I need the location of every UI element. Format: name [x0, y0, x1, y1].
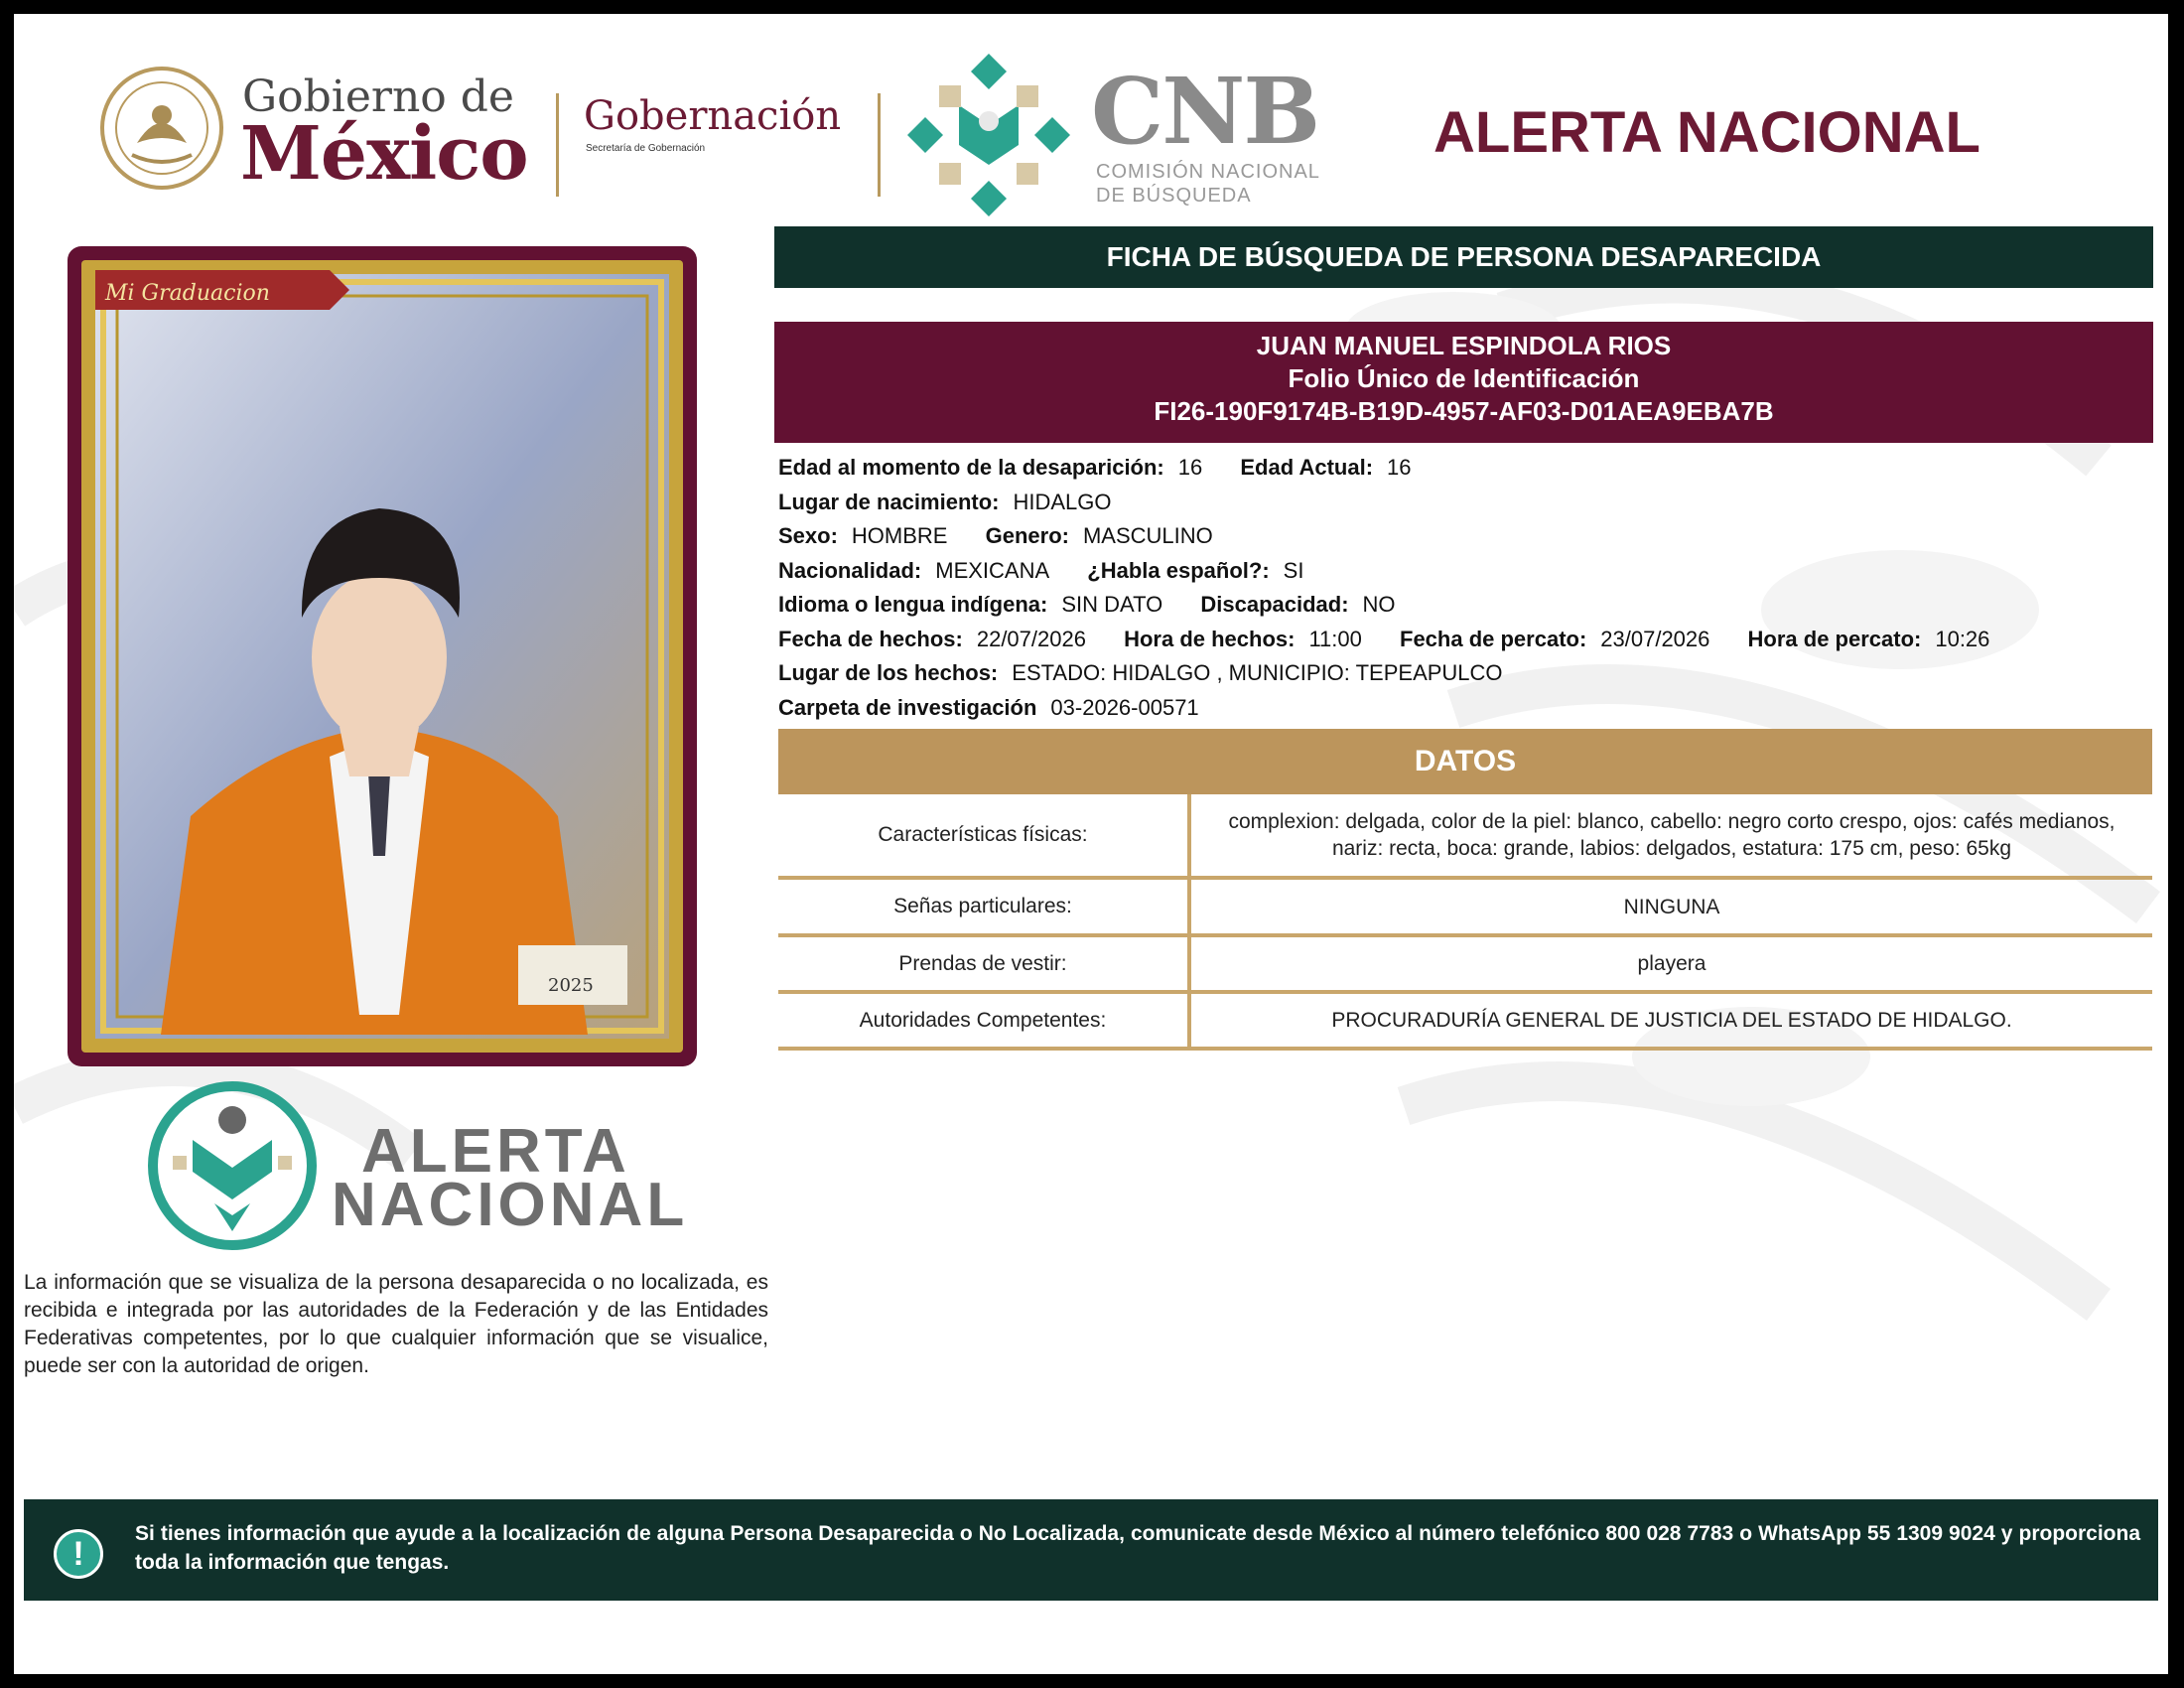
- lugar-nacimiento-value: HIDALGO: [1013, 489, 1112, 514]
- info-row-edad: [778, 451, 2148, 486]
- edad-desaparicion-label: Edad al momento de la desaparición:: [778, 455, 1164, 480]
- datos-label: Prendas de vestir:: [778, 935, 1189, 992]
- nacionalidad-label: Nacionalidad:: [778, 557, 922, 583]
- fecha-hechos-value: 22/07/2026: [976, 626, 1086, 651]
- genero-label: Genero:: [985, 523, 1069, 548]
- footer-banner: [24, 1499, 2158, 1601]
- discapacidad-label: Discapacidad:: [1200, 592, 1349, 617]
- alerta-logo-line2: NACIONAL: [332, 1171, 689, 1239]
- lugar-hechos-value: ESTADO: HIDALGO , MUNICIPIO: TEPEAPULCO: [1012, 660, 1503, 685]
- hora-percato-value: 10:26: [1935, 626, 1990, 651]
- datos-table: [778, 794, 2152, 1051]
- person-name: JUAN MANUEL ESPINDOLA RIOS: [1256, 331, 1672, 360]
- carpeta-label: Carpeta de investigación: [778, 694, 1037, 720]
- gobernacion-logo-text: Gobernación: [584, 93, 842, 139]
- sexo-value: HOMBRE: [851, 523, 948, 548]
- info-row-idioma: [778, 588, 2148, 623]
- cnb-subtitle-2: DE BÚSQUEDA: [1096, 185, 1252, 207]
- cnb-wordmark: CNB: [1091, 58, 1319, 165]
- genero-value: MASCULINO: [1082, 523, 1213, 548]
- cnb-subtitle-1: COMISIÓN NACIONAL: [1096, 161, 1320, 183]
- disclaimer-text: La información que se visualiza de la persona desaparecida o no localizada, es recibida e integrada por las autoridades de la Federación y de las Entidades Federativas competentes, por lo que cualquier información que se visualice, puede ser con la autoridad de origen.: [24, 1271, 768, 1377]
- datos-header: DATOS: [778, 729, 2152, 794]
- discapacidad-value: NO: [1362, 592, 1396, 617]
- fecha-percato-label: Fecha de percato:: [1400, 626, 1587, 651]
- header: [14, 14, 2168, 222]
- info-row-sexo: [778, 519, 2148, 554]
- fecha-percato-value: 23/07/2026: [1600, 626, 1710, 651]
- gobierno-line2: México: [240, 111, 528, 197]
- gobernacion-subtitle: Secretaría de Gobernación: [586, 143, 706, 154]
- edad-desaparicion-value: 16: [1177, 455, 1203, 480]
- person-name-box: [774, 322, 2153, 443]
- info-row-carpeta: [778, 691, 2148, 726]
- datos-value: NINGUNA: [1189, 878, 2152, 935]
- habla-espanol-value: SI: [1283, 557, 1304, 583]
- table-row: [778, 878, 2152, 935]
- lugar-nacimiento-label: Lugar de nacimiento:: [778, 489, 1000, 514]
- datos-label: Señas particulares:: [778, 878, 1189, 935]
- divider: [556, 93, 559, 197]
- sexo-label: Sexo:: [778, 523, 838, 548]
- exclamation-icon: !: [54, 1529, 103, 1579]
- national-seal-icon: [97, 64, 226, 193]
- datos-value: playera: [1189, 935, 2152, 992]
- cnb-logo-icon: [899, 46, 1078, 224]
- datos-value: complexion: delgada, color de la piel: blanco, cabello: negro corto crespo, ojos: cafés medianos, nariz: recta, boca: grande, labios: delgados, estatura: 175 cm, peso: 65kg: [1189, 794, 2152, 878]
- table-row: [778, 992, 2152, 1049]
- person-photo: [81, 260, 683, 1053]
- info-row-fechas: [778, 623, 2148, 657]
- edad-actual-label: Edad Actual:: [1240, 455, 1374, 480]
- edad-actual-value: 16: [1387, 455, 1412, 480]
- alerta-logo-line1: ALERTA: [361, 1117, 630, 1186]
- idioma-label: Idioma o lengua indígena:: [778, 592, 1048, 617]
- folio-id: FI26-190F9174B-B19D-4957-AF03-D01AEA9EBA7B: [1154, 396, 1774, 426]
- fecha-hechos-label: Fecha de hechos:: [778, 626, 963, 651]
- info-row-lugar-hechos: [778, 656, 2148, 691]
- habla-espanol-label: ¿Habla español?:: [1087, 557, 1270, 583]
- carpeta-value: 03-2026-00571: [1050, 694, 1199, 720]
- folio-label: Folio Único de Identificación: [1288, 363, 1640, 393]
- idioma-value: SIN DATO: [1061, 592, 1163, 617]
- photo-frame: [68, 246, 697, 1066]
- ficha-page: [14, 14, 2168, 1674]
- footer-message: Si tienes información que ayude a la localización de alguna Persona Desaparecida o No Localizada, comunicate desde México al número telefónico 800 028 7783 o WhatsApp 55 1309 9024 y proporciona toda la información que tengas.: [135, 1522, 2140, 1574]
- datos-label: Características físicas:: [778, 794, 1189, 878]
- photo-banner-text: Mi Graduacion: [105, 281, 270, 306]
- hora-percato-label: Hora de percato:: [1747, 626, 1922, 651]
- alerta-nacional-title: ALERTA NACIONAL: [1433, 100, 1980, 165]
- datos-value: PROCURADURÍA GENERAL DE JUSTICIA DEL ESTADO DE HIDALGO.: [1189, 992, 2152, 1049]
- divider: [878, 93, 881, 197]
- hora-hechos-value: 11:00: [1308, 626, 1362, 651]
- datos-label: Autoridades Competentes:: [778, 992, 1189, 1049]
- person-info: [778, 451, 2148, 725]
- table-row: [778, 935, 2152, 992]
- gobierno-line1: Gobierno de: [242, 71, 514, 122]
- lugar-hechos-label: Lugar de los hechos:: [778, 660, 999, 685]
- info-row-nacimiento: [778, 486, 2148, 520]
- nacionalidad-value: MEXICANA: [935, 557, 1050, 583]
- photo-year-text: 2025: [548, 975, 594, 996]
- ficha-title-bar: FICHA DE BÚSQUEDA DE PERSONA DESAPARECIDA: [774, 226, 2153, 288]
- alerta-nacional-logo-icon: [143, 1076, 322, 1255]
- table-row: [778, 794, 2152, 878]
- hora-hechos-label: Hora de hechos:: [1124, 626, 1296, 651]
- info-row-nacionalidad: [778, 554, 2148, 589]
